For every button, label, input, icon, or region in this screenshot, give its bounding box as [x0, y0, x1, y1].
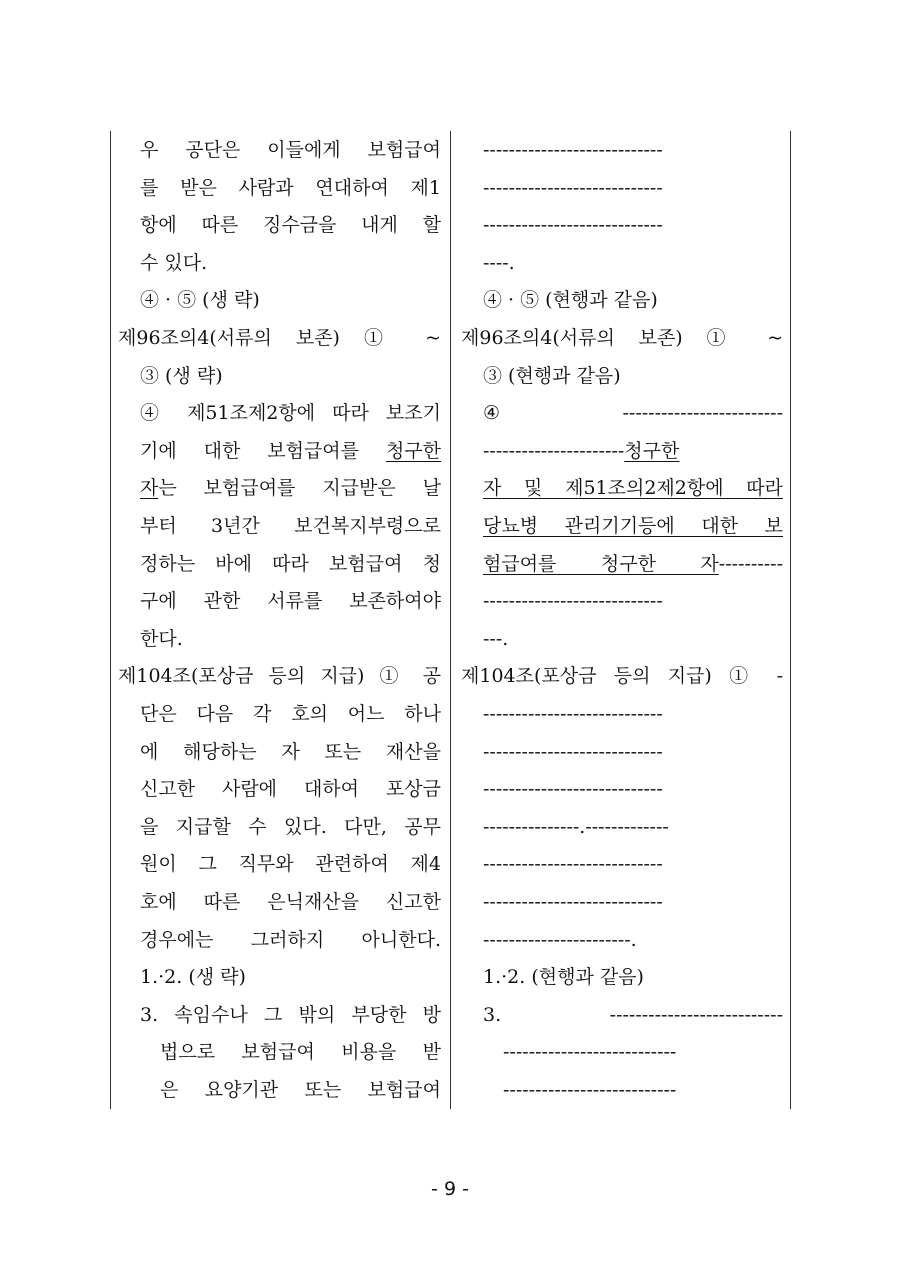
- left-line: 정하는 바에 따라 보험급여 청: [140, 552, 441, 575]
- right-line: ---------------.-------------: [483, 815, 669, 838]
- right-line: ----.: [483, 251, 515, 274]
- table-center-divider: [450, 131, 451, 1109]
- underlined-text: 청구한: [624, 439, 680, 462]
- right-line: [483, 432, 783, 470]
- right-line: ----------------------------: [483, 214, 663, 237]
- right-line: 1.·2. (현행과 같음): [483, 966, 644, 989]
- right-line: ---.: [483, 627, 509, 650]
- line-text: 는 보험급여를 지급받은 날: [158, 477, 441, 500]
- left-line: 한다.: [140, 627, 183, 650]
- left-line: ④ 제51조제2항에 따라 보조기: [140, 402, 441, 425]
- left-line: 단은 다음 각 호의 어느 하나: [140, 703, 441, 725]
- left-line: 수 있다.: [140, 251, 208, 274]
- right-line: ----------------------------: [483, 703, 663, 725]
- left-line: 항에 따른 징수금을 내게 할: [140, 214, 441, 237]
- underlined-text: 험급여를 청구한 자: [483, 552, 719, 575]
- right-line: ---------------------------: [503, 1079, 677, 1101]
- underlined-text: 자: [140, 477, 159, 500]
- right-line: [483, 469, 783, 507]
- left-line: 법으로 보험급여 비용을 받: [160, 1041, 441, 1064]
- left-line: 은 요양기관 또는 보험급여: [160, 1079, 441, 1101]
- left-line: [140, 469, 441, 507]
- left-line: ③ (생 략): [140, 364, 223, 387]
- right-line: 제104조(포상금 등의 지급) ① -: [461, 665, 783, 688]
- left-line: 를 받은 사람과 연대하여 제1: [140, 176, 441, 199]
- left-line: 원이 그 직무와 관련하여 제4: [140, 853, 441, 876]
- left-line: ④ · ⑤ (생 략): [140, 289, 260, 312]
- table-left-border: [110, 131, 111, 1109]
- left-line: 에 해당하는 자 또는 재산을: [140, 740, 441, 763]
- underlined-text: 자 및 제51조의2제2항에 따라: [483, 477, 783, 500]
- left-line: 신고한 사람에 대하여 포상금: [140, 778, 441, 801]
- underlined-text: 당뇨병 관리기기등에 대한 보: [483, 515, 783, 537]
- right-line: ----------------------------: [483, 139, 663, 161]
- left-line: 호에 따른 은닉재산을 신고한: [140, 891, 441, 913]
- left-line: [140, 432, 441, 470]
- right-line: ----------------------------: [483, 740, 663, 763]
- right-line: ----------------------------: [483, 853, 663, 876]
- line-text: ----------: [718, 552, 783, 575]
- right-line: ----------------------------: [483, 891, 663, 913]
- table-right-border: [790, 131, 791, 1109]
- comparison-table: [110, 131, 791, 1109]
- right-line: 제96조의4(서류의 보존) ① ~: [461, 327, 783, 349]
- underlined-text: 청구한: [385, 439, 441, 462]
- left-line: 구에 관한 서류를 보존하여야: [140, 590, 441, 613]
- right-line: ---------------------------: [503, 1041, 677, 1064]
- right-line: ----------------------------: [483, 778, 663, 801]
- left-line: 제96조의4(서류의 보존) ① ~: [118, 327, 441, 349]
- right-line: 3. ---------------------------: [483, 1003, 783, 1026]
- right-line: [483, 507, 783, 545]
- right-line: ④ -------------------------: [483, 402, 783, 425]
- right-line: ③ (현행과 같음): [483, 364, 621, 387]
- left-line: 경우에는 그러하지 아니한다.: [140, 928, 441, 951]
- left-line: 우 공단은 이들에게 보험급여: [140, 139, 441, 161]
- left-line: 을 지급할 수 있다. 다만, 공무: [140, 815, 441, 838]
- right-line: [483, 545, 783, 583]
- left-line: 3. 속임수나 그 밖의 부당한 방: [140, 1003, 441, 1026]
- right-line: ----------------------------: [483, 590, 663, 613]
- line-text: 기에 대한 보험급여를: [140, 439, 386, 462]
- line-text: ----------------------: [483, 439, 625, 462]
- right-line: ④ · ⑤ (현행과 같음): [483, 289, 658, 312]
- right-line: -----------------------.: [483, 928, 637, 951]
- left-line: 1.·2. (생 략): [140, 966, 246, 989]
- right-line: ----------------------------: [483, 176, 663, 199]
- left-line: 제104조(포상금 등의 지급) ① 공: [118, 665, 441, 688]
- page-number: - 9 -: [431, 1178, 469, 1200]
- left-line: 부터 3년간 보건복지부령으로: [140, 515, 441, 537]
